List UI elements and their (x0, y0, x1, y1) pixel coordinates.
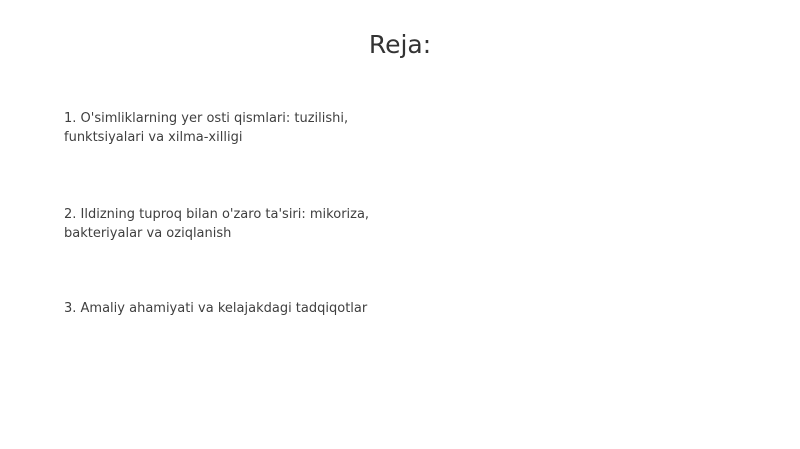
plan-item-3: 3. Amaliy ahamiyati va kelajakdagi tadqiqotlar (64, 301, 368, 316)
slide-title: Reja: (368, 30, 432, 59)
plan-item-1: 1. O'simliklarning yer osti qismlari: tuzilishi, funktsiyalari va xilma-xilligi (64, 111, 349, 145)
plan-item-2: 2. Ildizning tuproq bilan o'zaro ta'siri: mikoriza, bakteriyalar va oziqlanish (64, 207, 370, 241)
